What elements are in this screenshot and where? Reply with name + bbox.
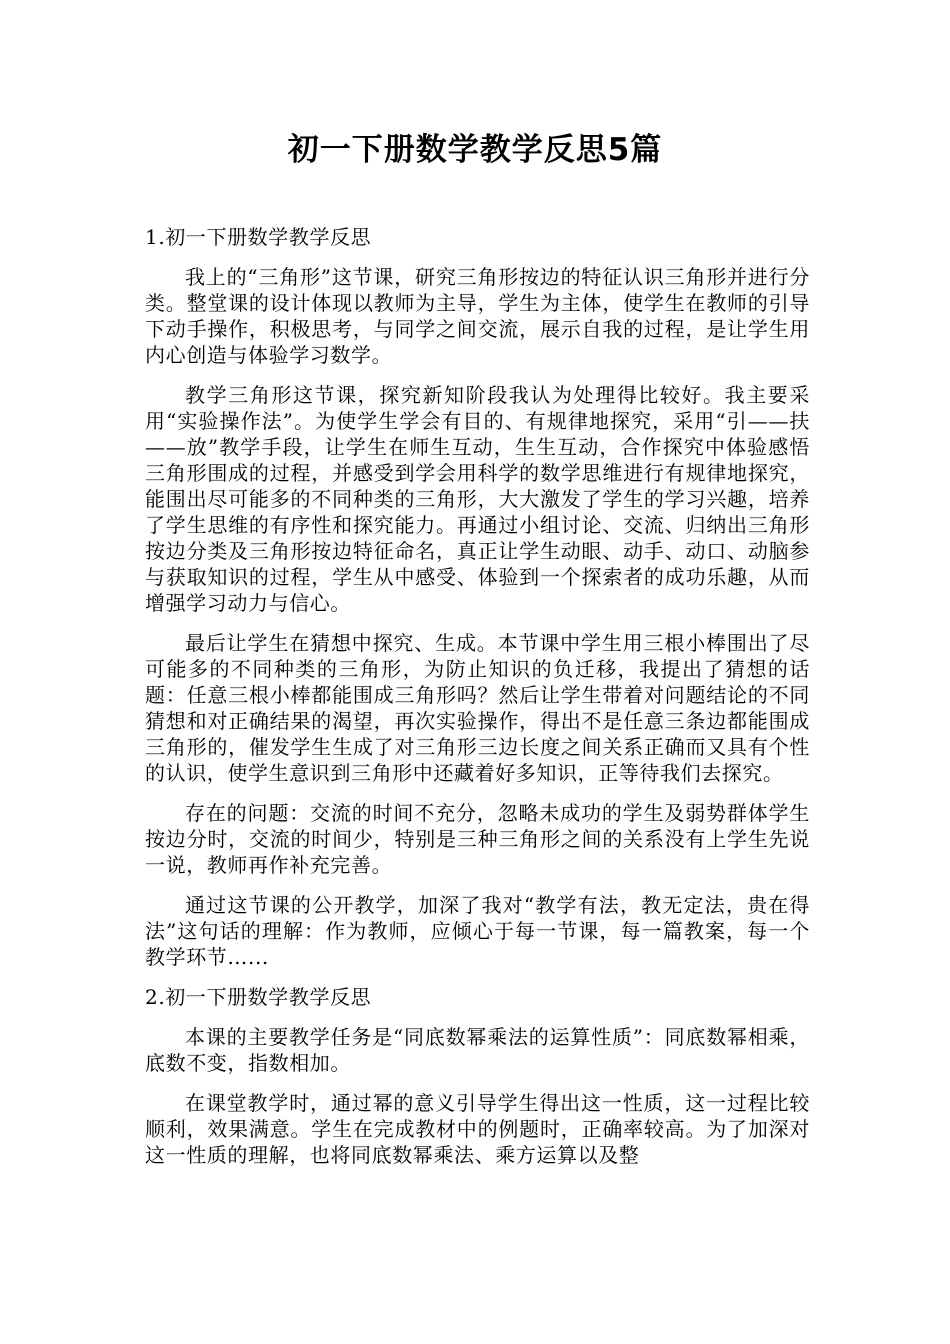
paragraph: 本课的主要教学任务是“同底数幂乘法的运算性质”：同底数幂相乘，底数不变，指数相加。 xyxy=(145,1025,810,1075)
section-heading: 1.初一下册数学教学反思 xyxy=(145,225,372,249)
section-2 xyxy=(145,984,810,1168)
paragraph: 存在的问题：交流的时间不充分，忽略未成功的学生及弱势群体学生按边分时，交流的时间少，特别是三种三角形之间的关系没有上学生先说一说，教师再作补充完善。 xyxy=(145,801,810,877)
document-body xyxy=(145,224,810,1182)
document-title: 初一下册数学教学反思5篇 xyxy=(287,132,663,168)
paragraph: 通过这节课的公开教学，加深了我对“教学有法，教无定法，贵在得法”这句话的理解：作为教师，应倾心于每一节课，每一篇教案，每一个教学环节…... xyxy=(145,893,810,969)
section-1 xyxy=(145,224,810,970)
paragraph: 我上的“三角形”这节课，研究三角形按边的特征认识三角形并进行分类。整堂课的设计体现以教师为主导，学生为主体，使学生在教师的引导下动手操作，积极思考，与同学之间交流，展示自我的过程，是让学生用内心创造与体验学习数学。 xyxy=(145,265,810,367)
paragraph: 最后让学生在猜想中探究、生成。本节课中学生用三根小棒围出了尽可能多的不同种类的三角形，为防止知识的负迁移，我提出了猜想的话题：任意三根小棒都能围成三角形吗？然后让学生带着对问题结论的不同猜想和对正确结果的渴望，再次实验操作，得出不是任意三条边都能围成三角形的，催发学生生成了对三角形三边长度之间关系正确而又具有个性的认识，使学生意识到三角形中还藏着好多知识，正等待我们去探究。 xyxy=(145,631,810,785)
section-heading: 2.初一下册数学教学反思 xyxy=(145,985,372,1009)
paragraph: 教学三角形这节课，探究新知阶段我认为处理得比较好。我主要采用“实验操作法”。为使学生学会有目的、有规律地探究，采用“引——扶——放”教学手段，让学生在师生互动，生生互动，合作探究中体验感悟三角形围成的过程，并感受到学会用科学的数学思维进行有规律地探究，能围出尽可能多的不同种类的三角形，大大激发了学生的学习兴趣，培养了学生思维的有序性和探究能力。再通过小组讨论、交流、归纳出三角形按边分类及三角形按边特征命名，真正让学生动眼、动手、动口、动脑参与获取知识的过程，学生从中感受、体验到一个探索者的成功乐趣，从而增强学习动力与信心。 xyxy=(145,383,810,615)
paragraph: 在课堂教学时，通过幂的意义引导学生得出这一性质，这一过程比较顺利，效果满意。学生在完成教材中的例题时，正确率较高。为了加深对这一性质的理解，也将同底数幂乘法、乘方运算以及整 xyxy=(145,1091,810,1167)
